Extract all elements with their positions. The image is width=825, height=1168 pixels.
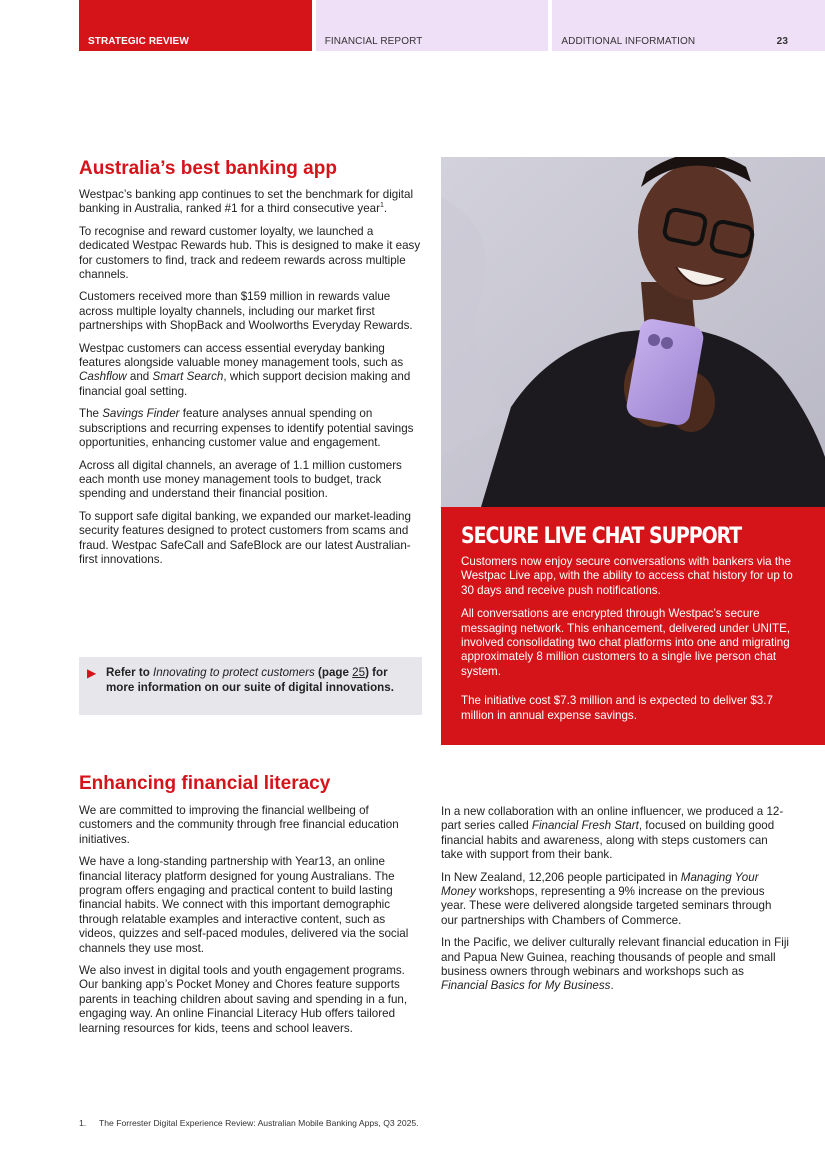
financial-literacy-left (79, 804, 424, 1036)
paragraph: The Savings Finder feature analyses annual spending on subscriptions and recurring expenses to identify potential savings opportunities, enhancing customer value and engagement. (79, 407, 414, 450)
page-link[interactable]: 25 (352, 666, 366, 679)
paragraph: To recognise and reward customer loyalty, we launched a dedicated Westpac Rewards hub. This is designed to make it easy for customers to find, track and redeem rewards across multiple channels. (79, 224, 421, 282)
paragraph: All conversations are encrypted through Westpac’s secure messaging network. This enhancement, delivered under UNITE, involved consolidating two chat platforms into one and migrating approximately 8 million customers to a single live person chat system. (461, 607, 791, 678)
paragraph: Westpac customers can access essential everyday banking features alongside valuable money management tools, such as Cashflow and Smart Search, which support decision making and financial goal setting. (79, 341, 411, 398)
paragraph: In a new collaboration with an online influencer, we produced a 12-part series called Financial Fresh Start, focused on building good financial habits and awareness, along with steps customers can take with support from their bank. (441, 805, 784, 862)
tab-label: STRATEGIC REVIEW (88, 36, 189, 47)
section-title-banking-app: Australia’s best banking app (79, 158, 337, 179)
tab-additional-information[interactable] (552, 0, 825, 51)
tab-label: FINANCIAL REPORT (324, 36, 423, 47)
tab-strategic-review[interactable] (79, 0, 312, 51)
paragraph: Westpac’s banking app continues to set the benchmark for digital banking in Australia, ranked #1 for a third consecutive year$^1$. (79, 188, 414, 216)
financial-literacy-right (441, 805, 791, 994)
customer-photo (441, 157, 825, 507)
section-title-financial-literacy: Enhancing financial literacy (79, 773, 331, 794)
footnote (79, 1118, 419, 1128)
paragraph: The initiative cost $7.3 million and is expected to deliver $3.7 million in annual expense savings. (461, 694, 773, 722)
page-number: 23 (776, 36, 788, 47)
tab-label: ADDITIONAL INFORMATION (561, 36, 696, 47)
paragraph: To support safe digital banking, we expanded our market-leading security features designed to protect customers from scams and fraud. Westpac SafeCall and SafeBlock are our latest Australian-first innovations. (79, 509, 411, 566)
secure-chat-callout (441, 507, 825, 745)
paragraph: Across all digital channels, an average of 1.1 million customers each month use money management tools to budget, track spending and understand their financial position. (79, 458, 402, 501)
footnote-ref[interactable]: 1 (379, 202, 384, 210)
paragraph: We also invest in digital tools and youth engagement programs. Our banking app’s Pocket Money and Chores feature supports parents in teaching children about saving and spending in a fun, engaging way. An online Financial Literacy Hub offers tailored learning resources for kids, teens and school leavers. (79, 964, 408, 1035)
refer-callout: ▶ Refer to Innovating to protect customers (page 25) for more information on our suite of digital innovations. (79, 657, 422, 715)
section-tabs (79, 0, 825, 51)
tab-financial-report[interactable] (316, 0, 549, 51)
banking-app-body (79, 188, 424, 567)
footnote-text: The Forrester Digital Experience Review: Australian Mobile Banking Apps, Q3 2025. (99, 1118, 419, 1128)
callout-title: SECURE LIVE CHAT SUPPORT (461, 524, 742, 549)
paragraph: We are committed to improving the financial wellbeing of customers and the community through free financial education initiatives. (79, 804, 399, 846)
paragraph: In the Pacific, we deliver culturally relevant financial education in Fiji and Papua New Guinea, reaching thousands of people and small business owners through webinars and workshops such as Financial Basics for My Business. (441, 936, 789, 993)
paragraph: In New Zealand, 12,206 people participated in Managing Your Money workshops, representing a 9% increase on the previous year. These were delivered alongside targeted seminars through our partnerships with Chambers of Commerce. (441, 870, 772, 927)
paragraph: We have a long-standing partnership with Year13, an online financial literacy platform designed for young Australians. The program offers engaging and practical content to build lasting financial habits. We connect with this important demographic through relatable examples and interactive content, such as videos, quizzes and self-paced modules, delivered via the social channels they use most. (79, 855, 409, 955)
triangle-right-icon: ▶ (87, 666, 97, 680)
paragraph: Customers now enjoy secure conversations with bankers via the Westpac Live app, with the ability to access chat history for up to 30 days and receive push notifications. (461, 555, 793, 597)
paragraph: Customers received more than $159 million in rewards value across multiple loyalty channels, including our market first partnerships with ShopBack and Woolworths Everyday Rewards. (79, 290, 413, 333)
footnote-number: 1. (79, 1118, 87, 1128)
